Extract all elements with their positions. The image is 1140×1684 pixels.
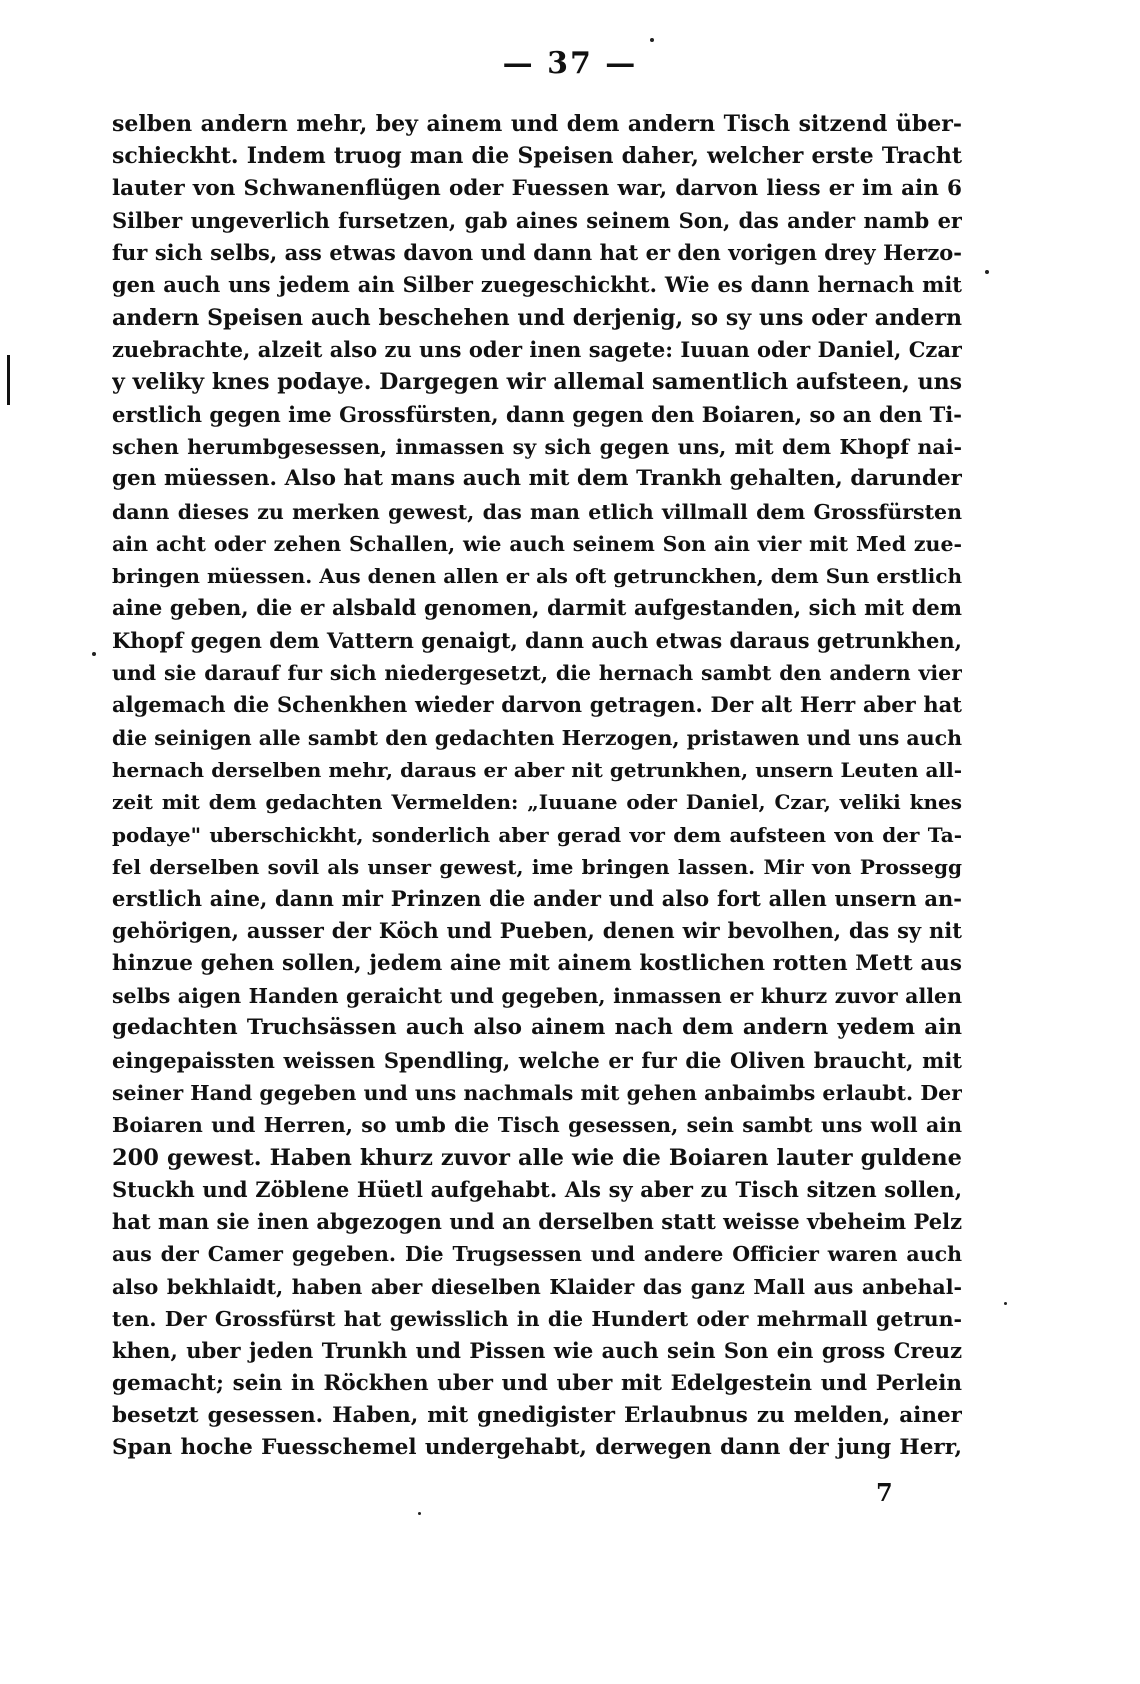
text-line: gemacht; sein in Röckhen uber und uber mit Edelgestein und Perlein: [112, 1370, 962, 1396]
text-line: aus der Camer gegeben. Die Trugsessen und andere Officier waren auch: [112, 1242, 962, 1267]
text-line: andern Speisen auch beschehen und derjenig, so sy uns oder andern: [112, 304, 962, 331]
text-line: gen müessen. Also hat mans auch mit dem Trankh gehalten, darunder: [112, 466, 962, 492]
signature-mark: 7: [876, 1478, 893, 1507]
text-line: schieckht. Indem truog man die Speisen daher, welcher erste Tracht: [112, 143, 962, 170]
speck: [985, 270, 989, 274]
text-line: eingepaissten weissen Spendling, welche er fur die Oliven braucht, mit: [112, 1047, 962, 1073]
text-line: podaye" uberschickht, sonderlich aber gerad vor dem aufsteen von der Ta-: [112, 822, 962, 847]
text-line: hat man sie inen abgezogen und an derselben statt weisse vbeheim Pelz: [112, 1209, 962, 1235]
text-line: bringen müessen. Aus denen allen er als oft getrunckhen, dem Sun erstlich: [112, 564, 962, 589]
text-line: hinzue gehen sollen, jedem aine mit ainem kostlichen rotten Mett aus: [112, 950, 962, 976]
speck: [650, 38, 654, 42]
text-line: ain acht oder zehen Schallen, wie auch seinem Son ain vier mit Med zue-: [112, 531, 962, 556]
text-line: seiner Hand gegeben und uns nachmals mit gehen anbaimbs erlaubt. Der: [112, 1080, 962, 1105]
text-line: khen, uber jeden Trunkh und Pissen wie auch sein Son ein gross Creuz: [112, 1338, 962, 1364]
text-line: selben andern mehr, bey ainem und dem andern Tisch sitzend über-: [112, 111, 962, 137]
text-line: zeit mit dem gedachten Vermelden: „Iuuane oder Daniel, Czar, veliki knes: [112, 790, 962, 815]
text-line: lauter von Schwanenflügen oder Fuessen war, darvon liess er im ain 6: [112, 175, 962, 201]
text-line: besetzt gesessen. Haben, mit gnedigister Erlaubnus zu melden, ainer: [112, 1402, 962, 1428]
text-line: y veliky knes podaye. Dargegen wir allemal samentlich aufsteen, uns: [112, 369, 962, 396]
text-line: fel derselben sovil als unser gewest, ime bringen lassen. Mir von Prossegg: [112, 854, 962, 879]
text-line: schen herumbgesessen, inmassen sy sich gegen uns, mit dem Khopf nai-: [112, 434, 962, 459]
text-line: Boiaren und Herren, so umb die Tisch gesessen, sein sambt uns woll ain: [112, 1113, 962, 1138]
text-line: dann dieses zu merken gewest, das man etlich villmall dem Grossfürsten: [112, 499, 962, 524]
text-line: aine geben, die er alsbald genomen, darmit aufgestanden, sich mit dem: [112, 595, 962, 621]
text-line: zuebrachte, alzeit also zu uns oder inen sagete: Iuuan oder Daniel, Czar: [112, 337, 962, 363]
speck: [418, 1512, 421, 1515]
text-line: und sie darauf fur sich niedergesetzt, die hernach sambt den andern vier: [112, 661, 962, 686]
text-line: Stuckh und Zöblene Hüetl aufgehabt. Als sy aber zu Tisch sitzen sollen,: [112, 1176, 962, 1202]
text-line: Span hoche Fuesschemel undergehabt, derwegen dann der jung Herr,: [112, 1435, 962, 1461]
body-text: [112, 108, 962, 1464]
margin-mark: [7, 355, 10, 405]
text-line: selbs aigen Handen geraicht und gegeben, inmassen er khurz zuvor allen: [112, 984, 962, 1009]
text-line: erstlich aine, dann mir Prinzen die ander und also fort allen unsern an-: [112, 886, 962, 912]
text-line: gen auch uns jedem ain Silber zuegeschickht. Wie es dann hernach mit: [112, 272, 962, 298]
text-line: ten. Der Grossfürst hat gewisslich in die Hundert oder mehrmall getrun-: [112, 1306, 962, 1331]
text-line: Khopf gegen dem Vattern genaigt, dann auch etwas daraus getrunkhen,: [112, 627, 962, 653]
text-line: also bekhlaidt, haben aber dieselben Klaider das ganz Mall aus anbehal-: [112, 1274, 962, 1299]
text-line: Silber ungeverlich fursetzen, gab aines seinem Son, das ander namb er: [112, 207, 962, 233]
page-number: — 37 —: [502, 46, 638, 81]
text-line: algemach die Schenkhen wieder darvon getragen. Der alt Herr aber hat: [112, 692, 962, 718]
text-line: fur sich selbs, ass etwas davon und dann hat er den vorigen drey Herzo-: [112, 240, 962, 266]
speck: [1004, 1302, 1007, 1305]
text-line: hernach derselben mehr, daraus er aber nit getrunkhen, unsern Leuten all-: [112, 757, 962, 782]
text-line: die seinigen alle sambt den gedachten Herzogen, pristawen und uns auch: [112, 725, 962, 750]
text-line: 200 gewest. Haben khurz zuvor alle wie die Boiaren lauter guldene: [112, 1144, 962, 1171]
text-line: gehörigen, ausser der Köch und Pueben, denen wir bevolhen, das sy nit: [112, 918, 962, 944]
speck: [92, 652, 96, 656]
text-line: erstlich gegen ime Grossfürsten, dann gegen den Boiaren, so an den Ti-: [112, 401, 962, 427]
text-line: gedachten Truchsässen auch also ainem nach dem andern yedem ain: [112, 1015, 962, 1041]
